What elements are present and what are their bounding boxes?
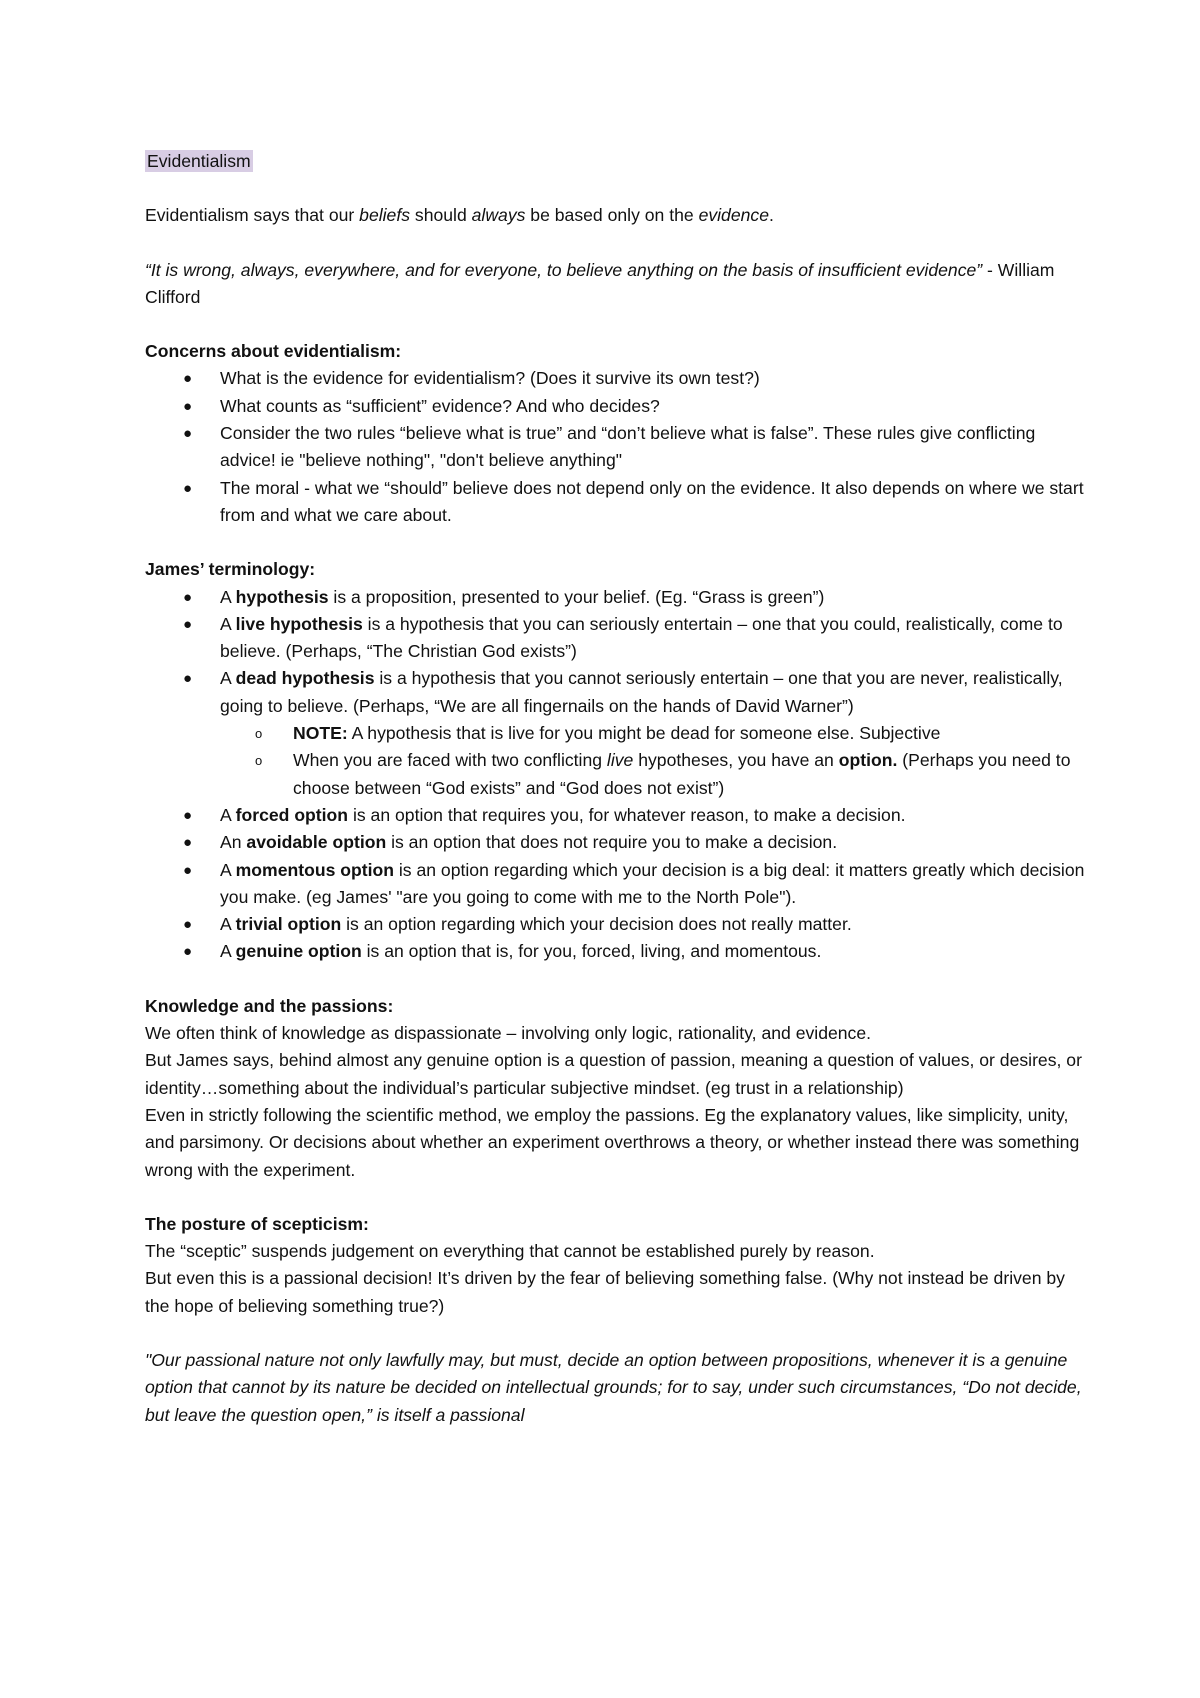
list-item: ● What is the evidence for evidentialism? (Does it survive its own test?)	[145, 365, 1085, 392]
concerns-heading: Concerns about evidentialism:	[145, 341, 402, 362]
list-item: ● A trivial option is an option regarding which your decision does not really matter.	[145, 911, 1085, 938]
bullet-icon: ●	[183, 397, 193, 415]
hollow-bullet-icon: o	[255, 726, 263, 742]
passions-paragraph-3: Even in strictly following the scientific method, we employ the passions. Eg the explanatory values, like simplicity, unity, and parsimony. Or decisions about whether an experiment overthrows a theory, or whether instead there was something wrong with the experiment.	[145, 1104, 1080, 1180]
bullet-icon: ●	[183, 670, 193, 688]
passions-paragraph-2: But James says, behind almost any genuine option is a question of passion, meaning a question of values, or desires, or identity…something about the individual’s particular subjective mindset. (eg trust in a relationship)	[145, 1050, 1082, 1098]
bullet-icon: ●	[183, 479, 193, 497]
list-item: ● A momentous option is an option regarding which your decision is a big deal: it matters greatly which decision you make. (eg James' "are you going to come with me to the North Pole").	[145, 857, 1085, 912]
concerns-list	[145, 365, 1085, 529]
scepticism-paragraph-1: The “sceptic” suspends judgement on everything that cannot be established purely by reason.	[145, 1241, 875, 1262]
list-item: ● An avoidable option is an option that does not require you to make a decision.	[145, 829, 1085, 856]
clifford-quote: “It is wrong, always, everywhere, and for everyone, to believe anything on the basis of insufficient evidence” - William Clifford	[145, 259, 1055, 307]
list-item: ● What counts as “sufficient” evidence? And who decides?	[145, 393, 1085, 420]
bullet-icon: ●	[183, 834, 193, 852]
bullet-icon: ●	[183, 916, 193, 934]
intro-paragraph: Evidentialism says that our beliefs should always be based only on the evidence.	[145, 205, 774, 226]
bullet-icon: ●	[183, 943, 193, 961]
bullet-icon: ●	[183, 861, 193, 879]
bullet-icon: ●	[183, 425, 193, 443]
list-item: ● A dead hypothesis is a hypothesis that you cannot seriously entertain – one that you are never, realistically, going to believe. (Perhaps, “We are all fingernails on the hands of David Warner”)	[145, 665, 1085, 720]
list-item: ● A hypothesis is a proposition, presented to your belief. (Eg. “Grass is green”)	[145, 584, 1085, 611]
bullet-icon: ●	[183, 370, 193, 388]
passions-heading: Knowledge and the passions:	[145, 995, 394, 1016]
terminology-list	[145, 584, 1085, 966]
sub-list-item: o NOTE: A hypothesis that is live for you might be dead for someone else. Subjective	[145, 720, 1085, 747]
james-quote: "Our passional nature not only lawfully may, but must, decide an option between propositions, whenever it is a genuine option that cannot by its nature be decided on intellectual grounds; for to say, under such circumstances, “Do not decide, but leave the question open,” is itself a passional	[145, 1349, 1082, 1425]
scepticism-heading: The posture of scepticism:	[145, 1213, 369, 1234]
sub-list-item: o When you are faced with two conflicting live hypotheses, you have an option. (Perhaps you need to choose between “God exists” and “God does not exist”)	[145, 747, 1085, 802]
document-title	[145, 148, 1085, 175]
bullet-icon: ●	[183, 806, 193, 824]
list-item: ● A live hypothesis is a hypothesis that you can seriously entertain – one that you could, realistically, come to believe. (Perhaps, “The Christian God exists”)	[145, 611, 1085, 666]
passions-paragraph-1: We often think of knowledge as dispassionate – involving only logic, rationality, and evidence.	[145, 1023, 872, 1044]
list-item: ● A forced option is an option that requires you, for whatever reason, to make a decision.	[145, 802, 1085, 829]
bullet-icon: ●	[183, 615, 193, 633]
document-body	[145, 148, 1085, 1429]
list-item: ● The moral - what we “should” believe does not depend only on the evidence. It also depends on where we start from and what we care about.	[145, 475, 1085, 530]
bullet-icon: ●	[183, 588, 193, 606]
title-highlight: Evidentialism	[147, 151, 251, 171]
scepticism-paragraph-2: But even this is a passional decision! It’s driven by the fear of believing something false. (Why not instead be driven by the hope of believing something true?)	[145, 1268, 1065, 1316]
list-item: ● Consider the two rules “believe what is true” and “don’t believe what is false”. These rules give conflicting advice! ie "believe nothing", "don't believe anything"	[145, 420, 1085, 475]
list-item: ● A genuine option is an option that is, for you, forced, living, and momentous.	[145, 938, 1085, 965]
terminology-heading: James’ terminology:	[145, 559, 316, 580]
hollow-bullet-icon: o	[255, 753, 263, 769]
